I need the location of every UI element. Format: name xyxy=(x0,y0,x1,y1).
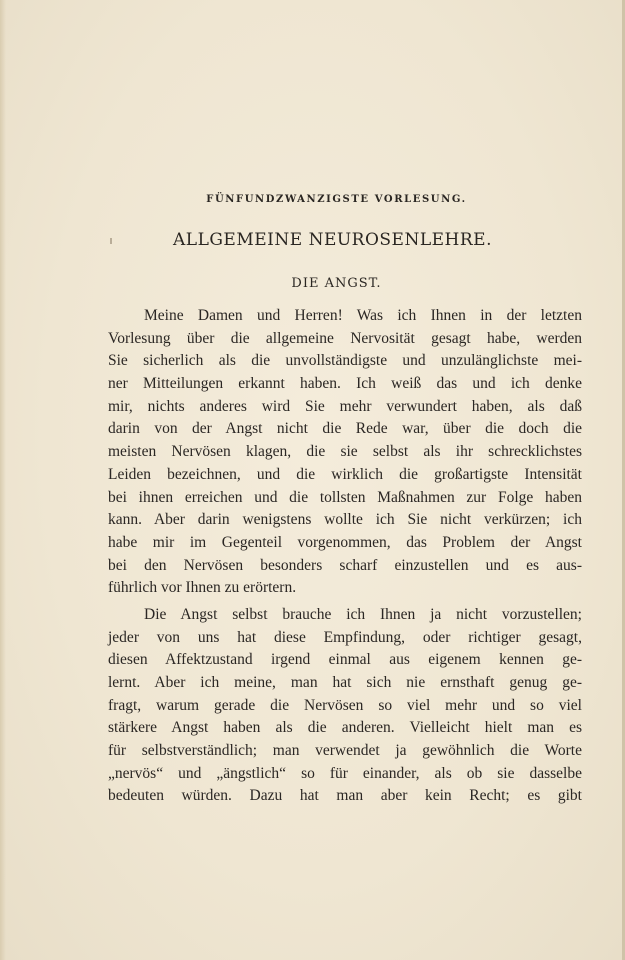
text-line: ner Mitteilungen erkannt haben. Ich weiß das und ich denke xyxy=(108,375,582,393)
text-line: bei den Nervösen besonders scharf einzustellen und es aus- xyxy=(108,556,582,574)
text-line: jeder von uns hat diese Empfindung, oder richtiger gesagt, xyxy=(108,628,582,646)
text-line: führlich vor Ihnen zu erörtern. xyxy=(108,579,297,597)
text-line: Vorlesung über die allgemeine Nervosität gesagt habe, werden xyxy=(108,329,582,347)
text-line: diesen Affektzustand irgend einmal aus eigenem kennen ge- xyxy=(108,651,582,669)
text-line: Die Angst selbst brauche ich Ihnen ja nicht vorzustellen; xyxy=(144,605,582,623)
text-line: kann. Aber darin wenigstens wollte ich Sie nicht verkürzen; ich xyxy=(108,511,582,529)
text-line: Meine Damen und Herren! Was ich Ihnen in der letzten xyxy=(144,307,582,324)
text-line: habe mir im Gegenteil vorgenommen, das Problem der Angst xyxy=(108,533,582,551)
chapter-title: ALLGEMEINE NEUROSENLEHRE. xyxy=(173,230,492,250)
text-line: bei ihnen erreichen und die tollsten Maßnahmen zur Folge haben xyxy=(108,488,582,506)
text-line: bedeuten würden. Dazu hat man aber kein Recht; es gibt xyxy=(108,787,582,805)
paragraph-2 xyxy=(108,604,582,808)
text-line: Sie sicherlich als die unvollständigste und unzulänglichste mei- xyxy=(108,352,582,370)
text-line: für selbstverständlich; man verwendet ja gewöhnlich die Worte xyxy=(108,742,582,760)
text-line: lernt. Aber ich meine, man hat sich nie ernsthaft genug ge- xyxy=(108,674,582,691)
body-text xyxy=(108,305,582,808)
text-line: Leiden bezeichnen, und die wirklich die großartigste Intensität xyxy=(108,465,582,483)
text-line: meisten Nervösen klagen, die sie selbst als ihr schrecklichstes xyxy=(108,443,582,461)
text-line: stärkere Angst haben als die anderen. Vielleicht hielt man es xyxy=(108,719,582,737)
lecture-heading: FÜNFUNDZWANZIGSTE VORLESUNG. xyxy=(206,194,467,205)
text-line: darin von der Angst nicht die Rede war, über die doch die xyxy=(108,420,582,438)
text-line: „nervös“ und „ängstlich“ so für einander, als ob sie dasselbe xyxy=(108,764,582,782)
section-title: DIE ANGST. xyxy=(291,276,382,291)
text-line: mir, nichts anderes wird Sie mehr verwundert haben, als daß xyxy=(108,397,582,415)
text-line: fragt, warum gerade die Nervösen so viel mehr und so viel xyxy=(108,696,582,714)
paragraph-1 xyxy=(108,305,582,600)
